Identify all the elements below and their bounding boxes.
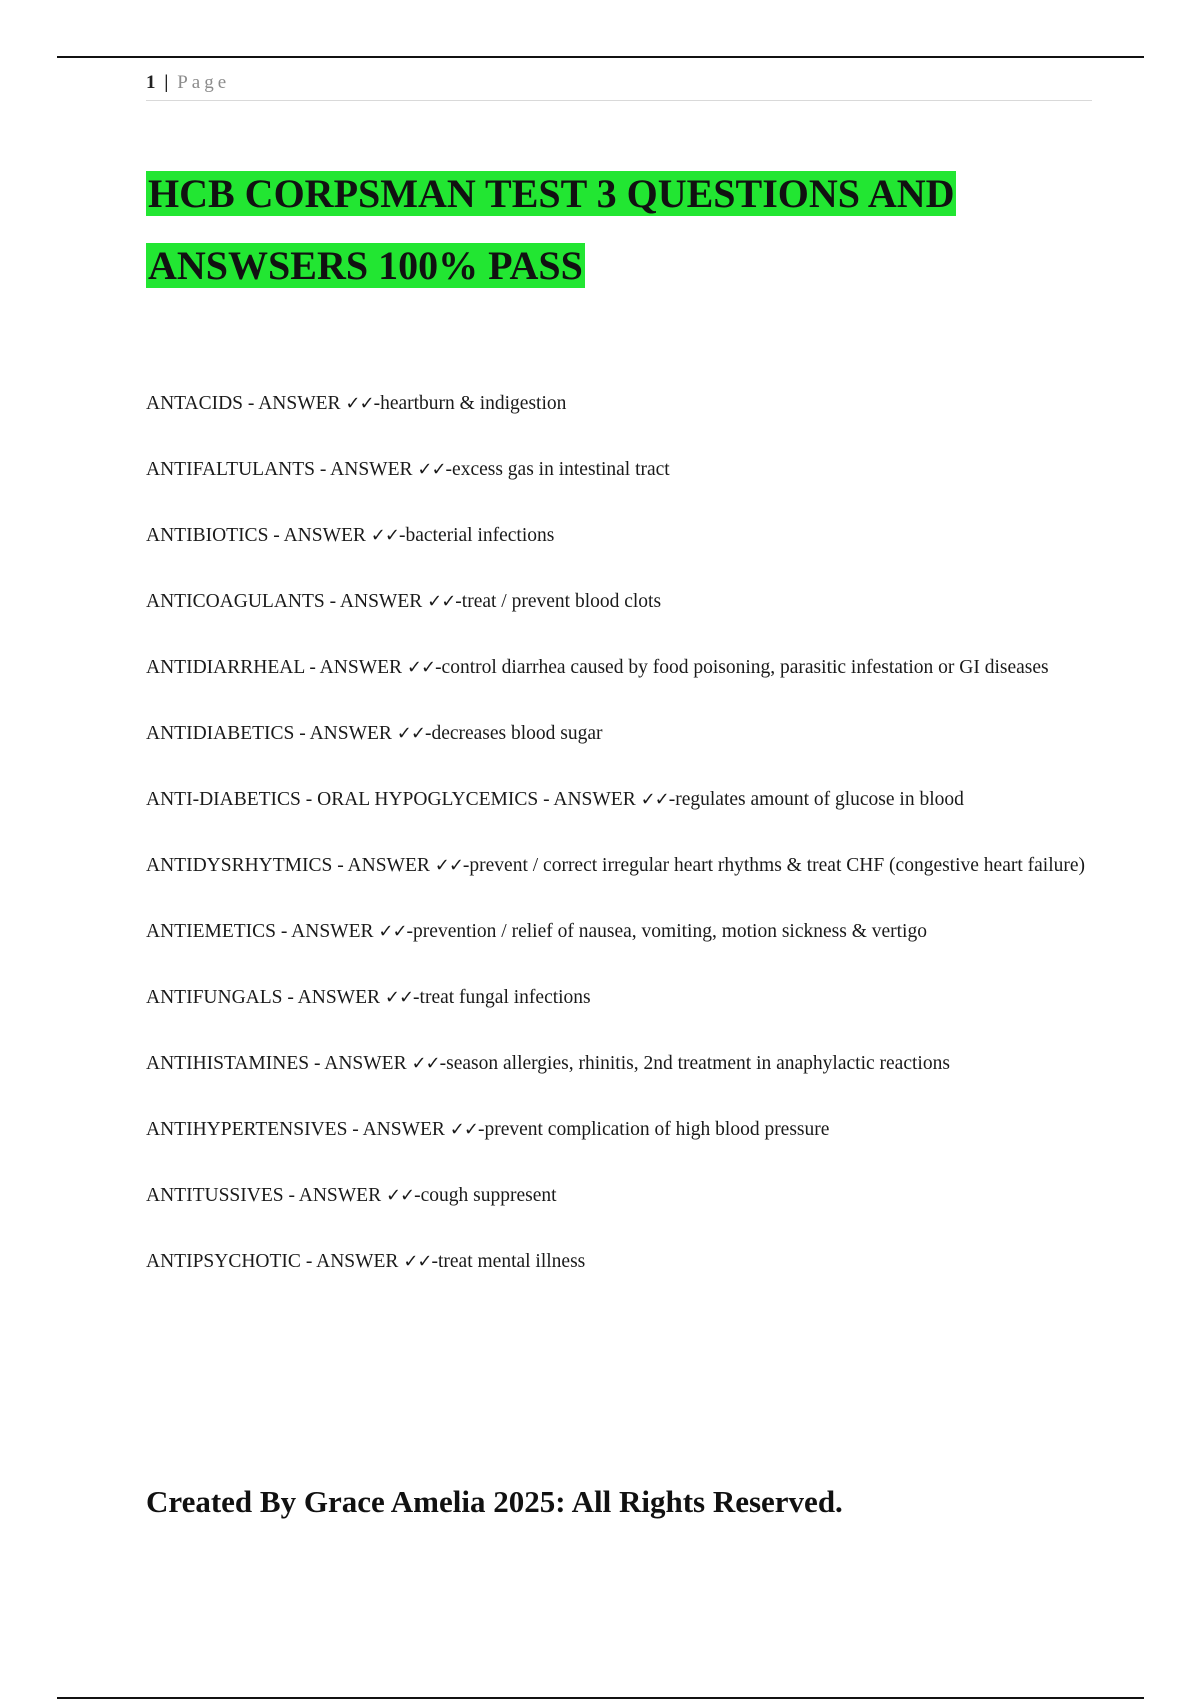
qa-answer-label: - ANSWER	[282, 987, 385, 1008]
qa-answer-label: - ANSWER	[315, 459, 418, 480]
qa-answer: -treat / prevent blood clots	[455, 591, 662, 612]
footer-credit: Created By Grace Amelia 2025: All Rights Reserved.	[146, 1484, 843, 1519]
page-number: 1	[146, 72, 156, 93]
qa-answer-label: - ANSWER	[538, 789, 641, 810]
check-marks-icon: ✓✓	[449, 1119, 478, 1140]
qa-term: ANTIBIOTICS	[146, 525, 269, 546]
check-marks-icon: ✓✓	[411, 1053, 440, 1074]
qa-answer: -prevent / correct irregular heart rhythms & treat CHF (congestive heart failure)	[462, 855, 1086, 876]
page-header	[146, 72, 1092, 101]
qa-answer: -bacterial infections	[398, 525, 555, 546]
qa-answer: -heartburn & indigestion	[373, 393, 567, 414]
qa-answer: -regulates amount of glucose in blood	[668, 789, 964, 810]
check-marks-icon: ✓✓	[640, 789, 669, 810]
qa-answer: -cough suppresent	[414, 1185, 557, 1206]
qa-answer-label: - ANSWER	[268, 525, 371, 546]
top-rule	[57, 56, 1144, 58]
qa-item	[146, 576, 1096, 628]
page-separator: |	[164, 72, 169, 93]
qa-item	[146, 708, 1096, 760]
qa-answer: -treat mental illness	[431, 1251, 586, 1272]
bottom-rule	[57, 1697, 1144, 1699]
title-line-2: ANSWSERS 100% PASS	[148, 243, 583, 288]
qa-answer-label: - ANSWER	[300, 1251, 404, 1272]
qa-term: ANTI-DIABETICS - ORAL HYPOGLYCEMICS	[146, 789, 539, 810]
qa-answer: -excess gas in intestinal tract	[445, 459, 670, 480]
qa-answer-label: - ANSWER	[276, 921, 379, 942]
qa-term: ANTIPSYCHOTIC	[146, 1251, 301, 1272]
qa-term: ANTIHYPERTENSIVES	[146, 1119, 348, 1140]
qa-term: ANTIFALTULANTS	[146, 459, 315, 480]
check-marks-icon: ✓✓	[427, 591, 456, 612]
qa-answer-label: - ANSWER	[332, 855, 435, 876]
qa-item	[146, 444, 1096, 496]
check-marks-icon: ✓✓	[434, 855, 463, 876]
qa-item	[146, 1104, 1096, 1156]
qa-answer: -treat fungal infections	[413, 987, 591, 1008]
qa-item	[146, 1170, 1096, 1222]
qa-item	[146, 774, 1096, 826]
qa-term: ANTACIDS	[146, 393, 244, 414]
check-marks-icon: ✓✓	[396, 723, 425, 744]
qa-item	[146, 1236, 1096, 1288]
qa-answer: -prevent complication of high blood pressure	[477, 1119, 830, 1140]
page-label: Page	[177, 72, 231, 93]
qa-item	[146, 906, 1096, 958]
qa-item	[146, 378, 1096, 430]
qa-item	[146, 642, 1096, 694]
check-marks-icon: ✓✓	[345, 393, 374, 414]
qa-term: ANTICOAGULANTS	[146, 591, 325, 612]
qa-list	[146, 378, 1096, 1302]
qa-answer: -decreases blood sugar	[424, 723, 603, 744]
qa-answer-label: - ANSWER	[324, 591, 428, 612]
title-line-1: HCB CORPSMAN TEST 3 QUESTIONS AND	[148, 171, 955, 216]
check-marks-icon: ✓✓	[403, 1251, 432, 1272]
qa-answer: -control diarrhea caused by food poisoning, parasitic infestation or GI diseases	[435, 657, 1049, 678]
qa-term: ANTIHISTAMINES	[146, 1053, 310, 1074]
qa-answer-label: - ANSWER	[294, 723, 397, 744]
qa-answer: -season allergies, rhinitis, 2nd treatment in anaphylactic reactions	[439, 1053, 950, 1074]
qa-term: ANTIDYSRHYTMICS	[146, 855, 333, 876]
qa-item	[146, 972, 1096, 1024]
check-marks-icon: ✓✓	[384, 987, 414, 1008]
check-marks-icon: ✓✓	[378, 921, 407, 942]
qa-item	[146, 1038, 1096, 1090]
qa-answer: -prevention / relief of nausea, vomiting, motion sickness & vertigo	[406, 921, 927, 942]
qa-term: ANTITUSSIVES	[146, 1185, 284, 1206]
qa-item	[146, 840, 1096, 892]
qa-term: ANTIEMETICS	[146, 921, 276, 942]
check-marks-icon: ✓✓	[417, 459, 446, 480]
document-title	[146, 158, 1096, 302]
check-marks-icon: ✓✓	[370, 525, 399, 546]
qa-answer-label: - ANSWER	[309, 1053, 412, 1074]
qa-item	[146, 510, 1096, 562]
check-marks-icon: ✓✓	[385, 1185, 415, 1206]
qa-term: ANTIFUNGALS	[146, 987, 283, 1008]
qa-term: ANTIDIABETICS	[146, 723, 295, 744]
qa-answer-label: - ANSWER	[304, 657, 407, 678]
qa-answer-label: - ANSWER	[243, 393, 346, 414]
check-marks-icon: ✓✓	[406, 657, 436, 678]
qa-answer-label: - ANSWER	[283, 1185, 386, 1206]
qa-term: ANTIDIARRHEAL	[146, 657, 305, 678]
qa-answer-label: - ANSWER	[347, 1119, 450, 1140]
